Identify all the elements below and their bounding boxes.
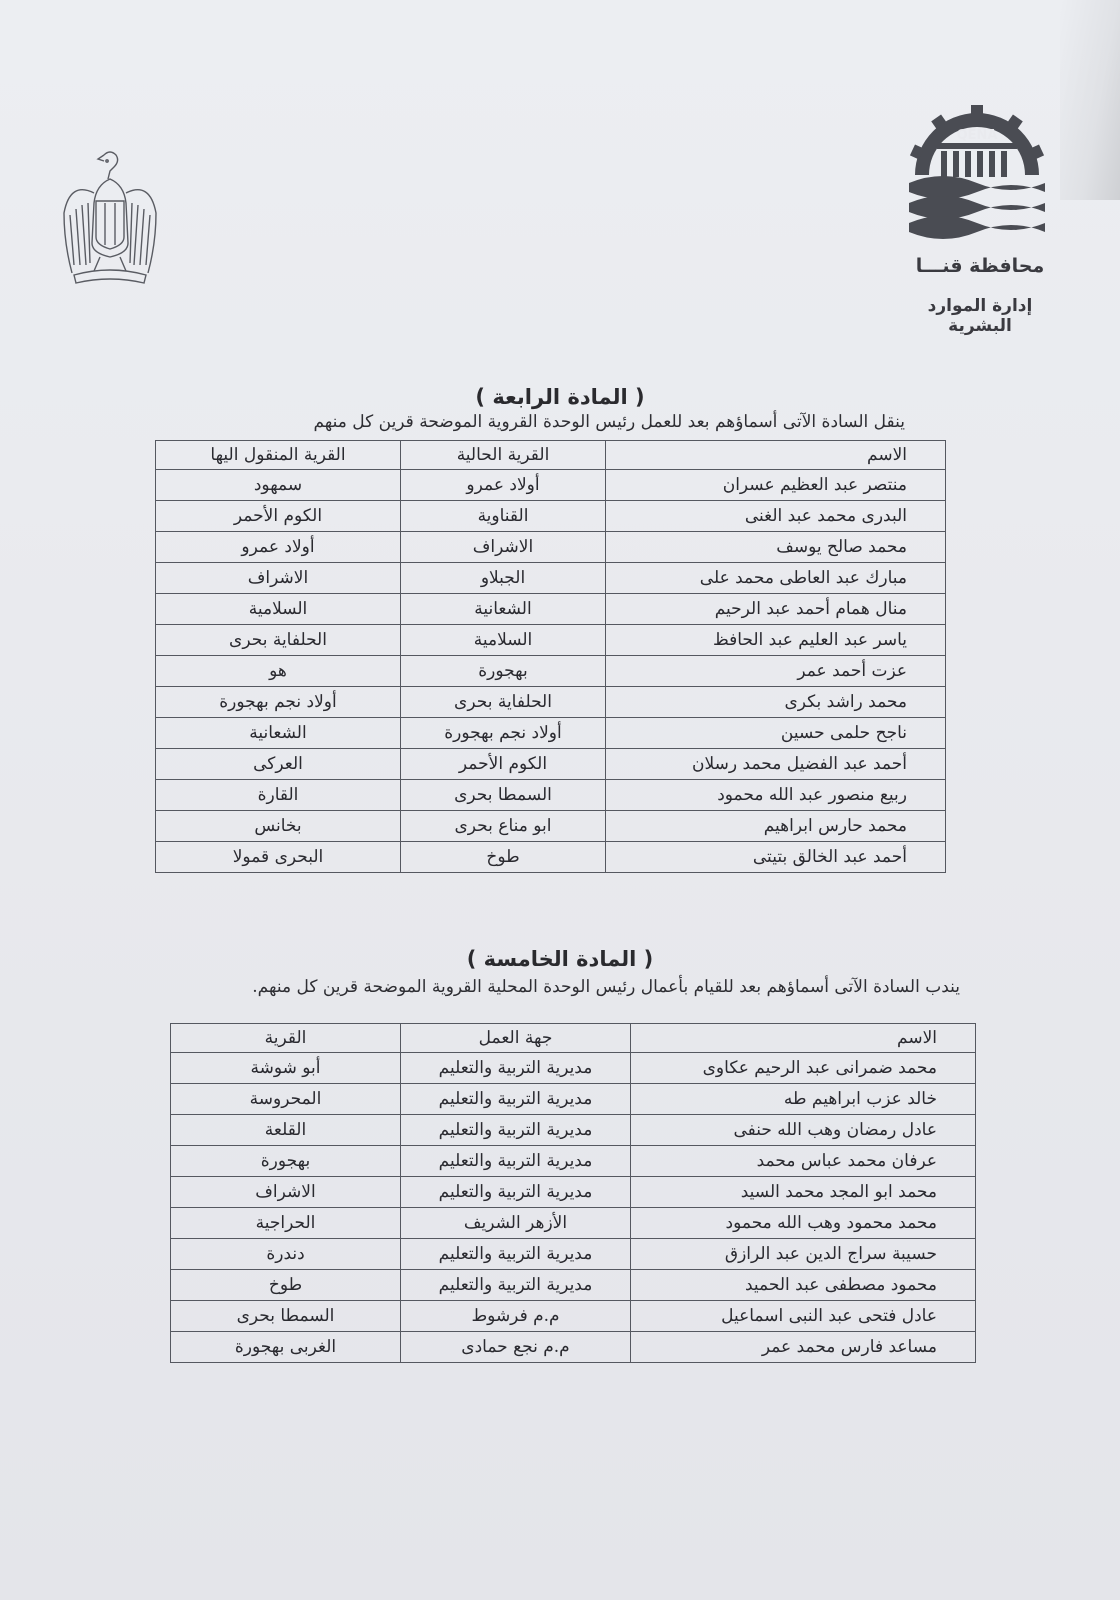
- qena-logo-text: QENA: [956, 128, 998, 143]
- table-row: [156, 780, 946, 811]
- cell-workplace: مديرية التربية والتعليم: [401, 1084, 631, 1115]
- cell-village: المحروسة: [171, 1084, 401, 1115]
- cell-current-village: ابو مناع بحرى: [401, 811, 606, 842]
- table-row: [156, 811, 946, 842]
- cell-target-village: البحرى قمولا: [156, 842, 401, 873]
- cell-target-village: الكوم الأحمر: [156, 501, 401, 532]
- egypt-eagle-emblem-icon: [60, 145, 160, 295]
- table-row: [171, 1208, 976, 1239]
- cell-name: محمد حارس ابراهيم: [606, 811, 946, 842]
- cell-target-village: سمهود: [156, 470, 401, 501]
- cell-village: طوخ: [171, 1270, 401, 1301]
- cell-workplace: مديرية التربية والتعليم: [401, 1146, 631, 1177]
- cell-target-village: العركى: [156, 749, 401, 780]
- table-row: [156, 842, 946, 873]
- table-row: [156, 749, 946, 780]
- cell-village: الغربى بهجورة: [171, 1332, 401, 1363]
- cell-target-village: أولاد نجم بهجورة: [156, 687, 401, 718]
- table-header-row: [156, 441, 946, 470]
- cell-name: خالد عزب ابراهيم طه: [631, 1084, 976, 1115]
- cell-workplace: الأزهر الشريف: [401, 1208, 631, 1239]
- cell-current-village: السمطا بحرى: [401, 780, 606, 811]
- cell-name: منتصر عبد العظيم عسران: [606, 470, 946, 501]
- table-row: [171, 1084, 976, 1115]
- cell-name: ربيع منصور عبد الله محمود: [606, 780, 946, 811]
- article5-intro: يندب السادة الآتى أسماؤهم بعد للقيام بأعمال رئيس الوحدة المحلية القروية الموضحة قرين كل منهم.: [252, 977, 960, 997]
- cell-target-village: القارة: [156, 780, 401, 811]
- table-row: [171, 1332, 976, 1363]
- cell-current-village: أولاد عمرو: [401, 470, 606, 501]
- cell-village: بهجورة: [171, 1146, 401, 1177]
- cell-name: أحمد عبد الفضيل محمد رسلان: [606, 749, 946, 780]
- table-row: [171, 1177, 976, 1208]
- cell-target-village: أولاد عمرو: [156, 532, 401, 563]
- cell-name: ياسر عبد العليم عبد الحافظ: [606, 625, 946, 656]
- column-header-workplace: جهة العمل: [401, 1024, 631, 1053]
- cell-name: عادل رمضان وهب الله حنفى: [631, 1115, 976, 1146]
- article4-title: ( المادة الرابعة ): [475, 385, 645, 409]
- column-header-target-village: القرية المنقول اليها: [156, 441, 401, 470]
- article4-intro: ينقل السادة الآتى أسماؤهم بعد للعمل رئيس الوحدة القروية الموضحة قرين كل منهم: [313, 412, 905, 432]
- cell-workplace: مديرية التربية والتعليم: [401, 1115, 631, 1146]
- cell-workplace: مديرية التربية والتعليم: [401, 1053, 631, 1084]
- cell-current-village: الجبلاو: [401, 563, 606, 594]
- column-header-name: الاسم: [606, 441, 946, 470]
- table-row: [171, 1146, 976, 1177]
- cell-village: أبو شوشة: [171, 1053, 401, 1084]
- table-row: [156, 594, 946, 625]
- cell-name: مساعد فارس محمد عمر: [631, 1332, 976, 1363]
- cell-workplace: م.م نجع حمادى: [401, 1332, 631, 1363]
- table-row: [156, 718, 946, 749]
- table-row: [171, 1239, 976, 1270]
- cell-current-village: الشعانية: [401, 594, 606, 625]
- article5-table: [170, 1023, 976, 1363]
- cell-name: البدرى محمد عبد الغنى: [606, 501, 946, 532]
- table-row: [171, 1053, 976, 1084]
- cell-current-village: بهجورة: [401, 656, 606, 687]
- column-header-current-village: القرية الحالية: [401, 441, 606, 470]
- qena-governorate-logo-icon: [905, 105, 1050, 255]
- cell-workplace: م.م فرشوط: [401, 1301, 631, 1332]
- cell-name: عزت أحمد عمر: [606, 656, 946, 687]
- column-header-village: القرية: [171, 1024, 401, 1053]
- cell-name: محمد محمود وهب الله محمود: [631, 1208, 976, 1239]
- table-row: [156, 625, 946, 656]
- cell-current-village: الاشراف: [401, 532, 606, 563]
- cell-village: الاشراف: [171, 1177, 401, 1208]
- cell-name: محمد راشد بكرى: [606, 687, 946, 718]
- cell-name: محمد ابو المجد محمد السيد: [631, 1177, 976, 1208]
- table-row: [171, 1115, 976, 1146]
- table-row: [156, 563, 946, 594]
- cell-name: حسيبة سراج الدين عبد الرازق: [631, 1239, 976, 1270]
- cell-target-village: بخانس: [156, 811, 401, 842]
- cell-name: محمد صالح يوسف: [606, 532, 946, 563]
- cell-target-village: هو: [156, 656, 401, 687]
- cell-current-village: طوخ: [401, 842, 606, 873]
- cell-current-village: أولاد نجم بهجورة: [401, 718, 606, 749]
- cell-name: عرفان محمد عباس محمد: [631, 1146, 976, 1177]
- cell-target-village: الاشراف: [156, 563, 401, 594]
- table-row: [156, 656, 946, 687]
- paper-fold-shadow: [1060, 0, 1120, 200]
- table-row: [156, 470, 946, 501]
- cell-target-village: السلامية: [156, 594, 401, 625]
- cell-name: محمد ضمرانى عبد الرحيم عكاوى: [631, 1053, 976, 1084]
- cell-name: محمود مصطفى عبد الحميد: [631, 1270, 976, 1301]
- cell-current-village: القناوية: [401, 501, 606, 532]
- cell-village: دندرة: [171, 1239, 401, 1270]
- cell-workplace: مديرية التربية والتعليم: [401, 1177, 631, 1208]
- table-row: [171, 1301, 976, 1332]
- cell-name: عادل فتحى عبد النبى اسماعيل: [631, 1301, 976, 1332]
- cell-workplace: مديرية التربية والتعليم: [401, 1270, 631, 1301]
- cell-workplace: مديرية التربية والتعليم: [401, 1239, 631, 1270]
- cell-name: ناجح حلمى حسين: [606, 718, 946, 749]
- cell-current-village: الكوم الأحمر: [401, 749, 606, 780]
- column-header-name: الاسم: [631, 1024, 976, 1053]
- table-row: [171, 1270, 976, 1301]
- article5-title: ( المادة الخامسة ): [466, 947, 654, 971]
- cell-village: القلعة: [171, 1115, 401, 1146]
- cell-name: منال همام أحمد عبد الرحيم: [606, 594, 946, 625]
- cell-current-village: السلامية: [401, 625, 606, 656]
- cell-name: مبارك عبد العاطى محمد على: [606, 563, 946, 594]
- table-header-row: [171, 1024, 976, 1053]
- table-row: [156, 501, 946, 532]
- cell-name: أحمد عبد الخالق بتيتى: [606, 842, 946, 873]
- table-row: [156, 687, 946, 718]
- cell-current-village: الحلفاية بحرى: [401, 687, 606, 718]
- cell-target-village: الحلفاية بحرى: [156, 625, 401, 656]
- cell-village: الحراجية: [171, 1208, 401, 1239]
- department-name: إدارة الموارد البشرية: [927, 296, 1033, 336]
- governorate-name: محافظة قنـــا: [915, 255, 1045, 277]
- cell-target-village: الشعانية: [156, 718, 401, 749]
- table-row: [156, 532, 946, 563]
- article4-table: [155, 440, 946, 873]
- cell-village: السمطا بحرى: [171, 1301, 401, 1332]
